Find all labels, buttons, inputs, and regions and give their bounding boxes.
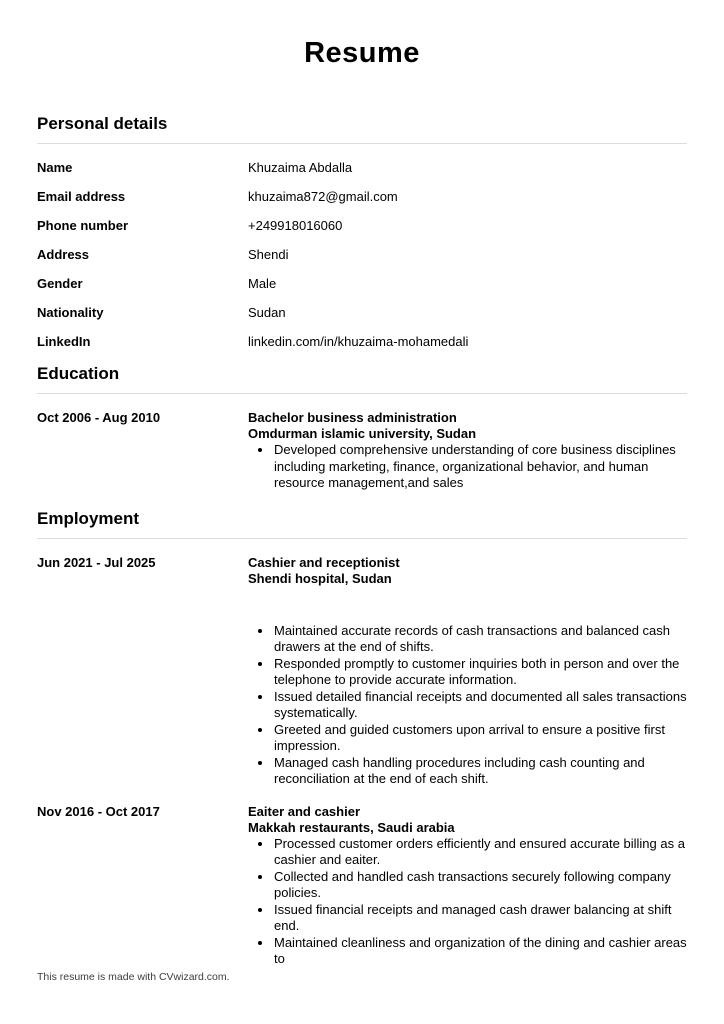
- personal-details-rows: [37, 160, 687, 350]
- field-value: +249918016060: [248, 218, 343, 233]
- education-entries: [37, 410, 687, 492]
- field-row-phone: [37, 218, 687, 234]
- entry-title: Eaiter and cashier: [248, 803, 360, 819]
- entry-bullets: [248, 442, 687, 492]
- personal-details-heading: Personal details: [37, 113, 687, 144]
- field-value: linkedin.com/in/khuzaima-mohamedali: [248, 334, 469, 349]
- field-value: Male: [248, 276, 277, 291]
- bullet-item: • Issued financial receipts and managed cash drawer balancing at shift end.: [273, 902, 687, 935]
- field-value: khuzaima872@gmail.com: [248, 189, 398, 204]
- entry-dates: Nov 2016 - Oct 2017: [37, 803, 160, 819]
- field-label: Nationality: [37, 305, 104, 320]
- field-label: Email address: [37, 189, 126, 204]
- entry-body: [248, 804, 687, 968]
- description-spacer: [248, 587, 687, 623]
- bullet-item: • Responded promptly to customer inquiries both in person and over the telephone to provide accurate information.: [273, 656, 687, 689]
- field-label: Gender: [37, 276, 83, 291]
- section-education: [37, 363, 687, 492]
- bullet-item: • Managed cash handling procedures including cash counting and reconciliation at the end of each shift.: [273, 755, 687, 788]
- field-value: Sudan: [248, 305, 286, 320]
- section-employment: [37, 508, 687, 968]
- field-value: Khuzaima Abdalla: [248, 160, 353, 175]
- field-value: Shendi: [248, 247, 289, 262]
- entry-bullets: [248, 836, 687, 968]
- section-personal-details: [37, 113, 687, 350]
- education-entry: [37, 410, 687, 492]
- bullet-item: • Collected and handled cash transactions securely following company policies.: [273, 869, 687, 902]
- page-title: Resume: [304, 37, 420, 69]
- entry-body: [248, 410, 687, 492]
- field-row-name: [37, 160, 687, 176]
- employment-entry-2: [37, 804, 687, 968]
- bullet-item: • Developed comprehensive understanding of core business disciplines including marketing, finance, organizational behavior, and human resource management,and sales: [273, 442, 687, 492]
- entry-bullets: [248, 623, 687, 788]
- bullet-item: • Greeted and guided customers upon arrival to ensure a positive first impression.: [273, 722, 687, 755]
- entry-dates: Jun 2021 - Jul 2025: [37, 554, 156, 570]
- field-row-email: [37, 189, 687, 205]
- entry-body: [248, 555, 687, 788]
- field-label: Name: [37, 160, 73, 175]
- employment-entries: [37, 555, 687, 968]
- field-row-linkedin: [37, 334, 687, 350]
- field-label: LinkedIn: [37, 334, 91, 349]
- bullet-item: • Maintained cleanliness and organization of the dining and cashier areas to: [273, 935, 687, 968]
- field-row-address: [37, 247, 687, 263]
- entry-dates: Oct 2006 - Aug 2010: [37, 410, 161, 425]
- entry-title: Bachelor business administration: [248, 410, 457, 425]
- bullet-item: • Maintained accurate records of cash transactions and balanced cash drawers at the end of shifts.: [273, 623, 687, 656]
- field-row-nationality: [37, 305, 687, 321]
- entry-title: Cashier and receptionist: [248, 554, 400, 570]
- bullet-item: • Issued detailed financial receipts and documented all sales transactions systematically.: [273, 689, 687, 722]
- page-content: [37, 0, 687, 968]
- entry-subtitle: Omdurman islamic university, Sudan: [248, 426, 477, 441]
- employment-entry-1: [37, 555, 687, 788]
- field-label: Address: [37, 247, 90, 262]
- bullet-item: • Processed customer orders efficiently and ensured accurate billing as a cashier and eaiter.: [273, 836, 687, 869]
- field-row-gender: [37, 276, 687, 292]
- entry-subtitle: Makkah restaurants, Saudi arabia: [248, 819, 455, 835]
- education-heading: Education: [37, 363, 687, 394]
- field-label: Phone number: [37, 218, 129, 233]
- employment-heading: Employment: [37, 508, 687, 539]
- entry-subtitle: Shendi hospital, Sudan: [248, 570, 392, 586]
- footer-credit: This resume is made with CVwizard.com.: [37, 971, 230, 983]
